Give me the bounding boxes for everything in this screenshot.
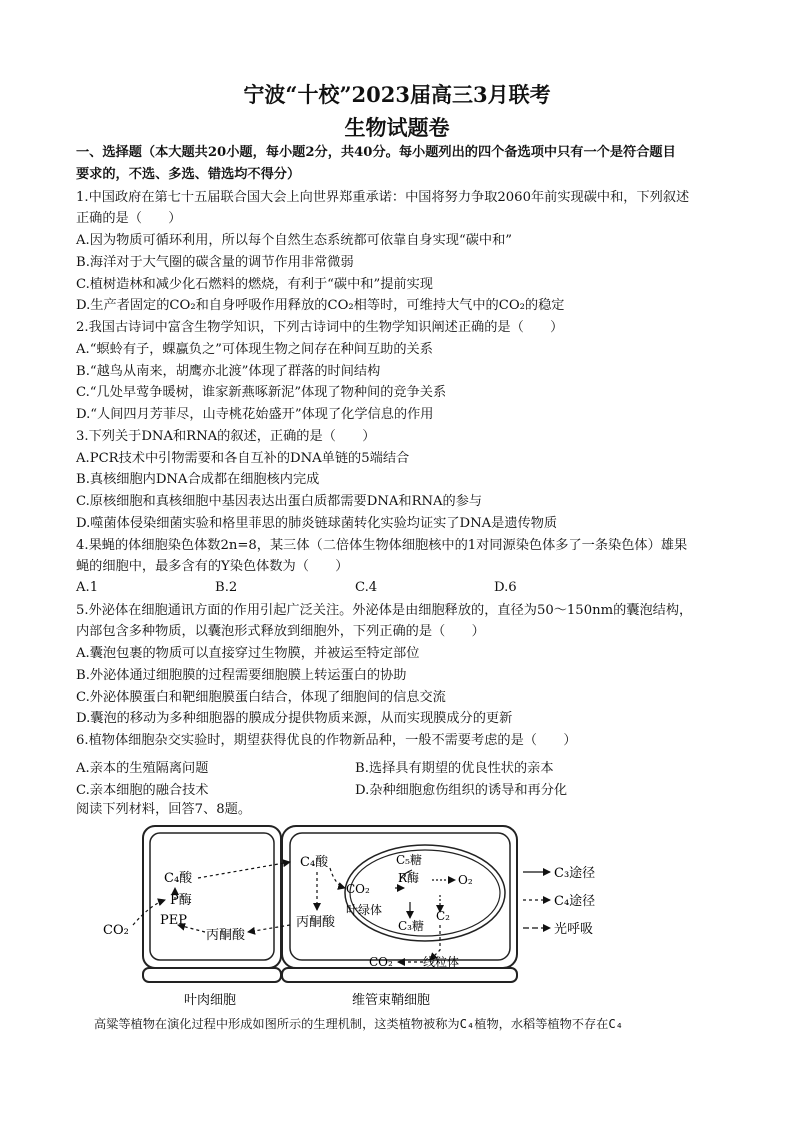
section-instruction-line1: 一、选择题（本大题共20小题，每小题2分，共40分。每小题列出的四个备选项中只有一个是符合题目 [76,145,676,160]
chloroplast-inner [350,850,500,936]
q1-stem-line1: 1.中国政府在第七十五届联合国大会上向世界郑重承诺：中国将努力争取2060年前实现碳中和，下列叙述 [76,190,690,205]
pep-label: PEP [160,913,187,928]
r-enzyme-label: R酶 [398,871,420,885]
c5-sugar-label: C₅糖 [396,853,422,867]
q5-option-b: B.外泌体通过细胞膜的过程需要细胞膜上转运蛋白的协助 [76,668,407,683]
diagram-legend [523,872,550,928]
q4-stem-line2: 蝇的细胞中，最多含有的Y染色体数为（ ） [76,559,349,574]
material-caption: 高粱等植物在演化过程中形成如图所示的生理机制，这类植物被称为C₄植物，水稻等植物不存在C₄ [94,1017,624,1031]
q5-option-a: A.囊泡包裹的物质可以直接穿过生物膜，并被运至特定部位 [76,646,420,661]
q2-option-c: C.“几处早莺争暖树，谁家新燕啄新泥”体现了物种间的竞争关系 [76,385,447,400]
co2-left-label: CO₂ [103,923,129,938]
q4-option-b: B.2 [215,580,238,595]
q3-option-d: D.噬菌体侵染细菌实验和格里菲思的肺炎链球菌转化实验均证实了DNA是遗传物质 [76,516,558,531]
q4-stem-line1: 4.果蝇的体细胞染色体数2n=8，某三体（二倍体生物体细胞核中的1对同源染色体多了一条染色体）雄果 [76,538,688,553]
o2-label: O₂ [458,873,473,887]
exam-subtitle: 生物试题卷 [344,115,450,140]
c2-label: C₂ [436,909,450,923]
pyruvate-left-label: 丙酮酸 [206,928,246,943]
q4-option-c: C.4 [355,580,378,595]
q2-option-d: D.“人间四月芳菲尽，山寺桃花始盛开”体现了化学信息的作用 [76,407,434,422]
c4-acid-right-label: C₄酸 [300,855,329,870]
bundle-sheath-cell-label: 维管束鞘细胞 [352,993,431,1008]
q5-option-c: C.外泌体膜蛋白和靶细胞膜蛋白结合，体现了细胞间的信息交流 [76,690,446,705]
q6-stem: 6.植物体细胞杂交实验时，期望获得优良的作物新品种，一般不需要考虑的是（ ） [76,733,577,748]
q6-option-c: C.亲本细胞的融合技术 [76,783,209,798]
section-instruction-line2: 要求的，不选、多选、错选均不得分） [76,167,301,182]
q6-option-d: D.杂种细胞愈伤组织的诱导和再分化 [355,783,568,798]
co2-mitochondrion-label: CO₂ [369,955,393,969]
legend-photorespiration-label: 光呼吸 [554,922,594,937]
q5-stem-line1: 5.外泌体在细胞通讯方面的作用引起广泛关注。外泌体是由细胞释放的，直径为50～150nm的囊泡结构， [76,603,693,618]
q5-stem-line2: 内部包含多种物质，以囊泡形式释放到细胞外，下列正确的是（ ） [76,624,485,639]
q3-stem: 3.下列关于DNA和RNA的叙述，正确的是（ ） [76,429,376,444]
q5-option-d: D.囊泡的移动为多种细胞器的膜成分提供物质来源，从而实现膜成分的更新 [76,711,513,726]
q2-option-a: A.“螟蛉有子，蜾蠃负之”可体现生物之间存在种间互助的关系 [76,342,433,357]
mitochondrion-label: 线粒体 [423,955,460,969]
legend-c3-label: C₃途径 [554,866,596,881]
q1-option-a: A.因为物质可循环利用，所以每个自然生态系统都可依靠自身实现“碳中和” [76,233,513,248]
pyruvate-right-label: 丙酮酸 [296,915,336,930]
q6-option-a: A.亲本的生殖隔离问题 [76,761,209,776]
q1-option-b: B.海洋对于大气圈的碳含量的调节作用非常微弱 [76,255,354,270]
q2-stem: 2.我国古诗词中富含生物学知识，下列古诗词中的生物学知识阐述正确的是（ ） [76,320,564,335]
q3-option-b: B.真核细胞内DNA合成都在细胞核内完成 [76,472,320,487]
q2-option-b: B.“越鸟从南来，胡鹰亦北渡”体现了群落的时间结构 [76,364,381,379]
legend-c4-label: C₄途径 [554,894,596,909]
chloroplast-label: 叶绿体 [346,903,383,917]
q4-option-a: A.1 [76,580,99,595]
q3-option-a: A.PCR技术中引物需要和各自互补的DNA单链的5端结合 [76,451,410,466]
p-enzyme-label: P酶 [170,893,192,908]
mesophyll-cell-label: 叶肉细胞 [184,993,237,1008]
c3-sugar-label: C₃糖 [398,919,424,933]
q1-option-c: C.植树造林和减少化石燃料的燃烧，有利于“碳中和”提前实现 [76,277,433,292]
reading-instruction: 阅读下列材料，回答7、8题。 [76,802,252,817]
c4-acid-left-label: C₄酸 [164,871,193,886]
q6-option-b: B.选择具有期望的优良性状的亲本 [355,761,554,776]
q1-stem-line2: 正确的是（ ） [76,211,182,226]
q1-option-d: D.生产者固定的CO₂和自身呼吸作用释放的CO₂相等时，可维持大气中的CO₂的稳定 [76,298,565,313]
q4-option-d: D.6 [494,580,517,595]
exam-title: 宁波“十校”2023届高三3月联考 [243,82,551,107]
co2-chloroplast-label: CO₂ [346,882,370,896]
q3-option-c: C.原核细胞和真核细胞中基因表达出蛋白质都需要DNA和RNA的参与 [76,494,483,509]
